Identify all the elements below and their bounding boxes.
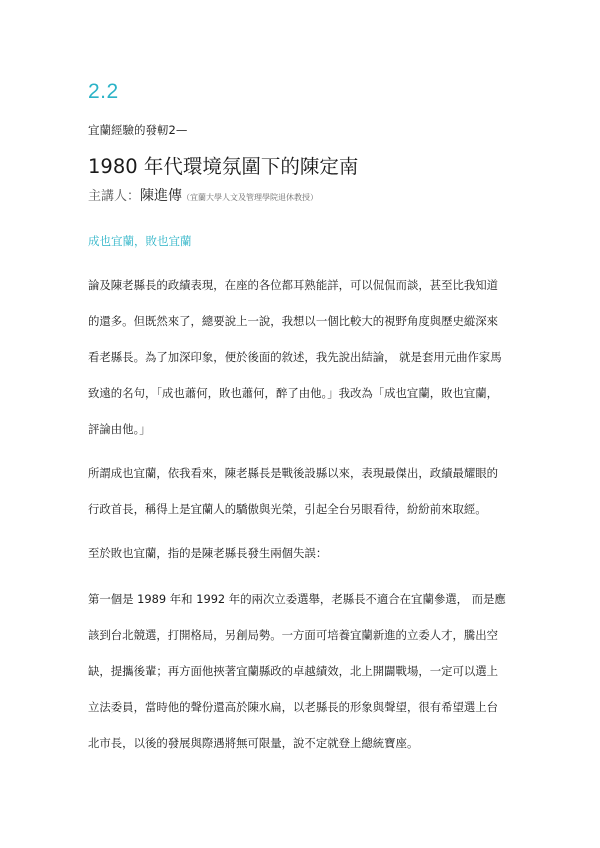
- paragraph-1-line: 的還多。但既然來了，總要說上一說，我想以一個比較大的視野角度與歷史縱深來: [88, 314, 499, 328]
- speaker-line: [88, 185, 318, 205]
- paragraph-2-line: 所謂成也宜蘭，依我看來，陳老縣長是戰後設縣以來，表現最傑出，政績最耀眼的: [88, 466, 499, 480]
- section-number: 2.2: [88, 80, 119, 103]
- paragraph-1-line: 看老縣長。為了加深印象，便於後面的敘述，我先說出結論， 就是套用元曲作家馬: [88, 350, 502, 364]
- paragraph-1-line: 評論由他。」: [88, 422, 151, 436]
- paragraph-4-line: 缺，提攜後輩；再方面他挾著宜蘭縣政的卓越績效，北上開闢戰場，一定可以選上: [88, 664, 499, 678]
- section-subheading: 成也宜蘭，敗也宜蘭: [88, 234, 192, 248]
- paragraph-2-line: 行政首長，稱得上是宜蘭人的驕傲與光榮，引起全台另眼看待，紛紛前來取經。: [88, 502, 487, 516]
- lecture-title: 1980 年代環境氛圍下的陳定南: [88, 155, 359, 178]
- speaker-label: 主講人：: [88, 189, 141, 204]
- paragraph-4-line: 立法委員，當時他的聲份還高於陳水扁，以老縣長的形象與聲望，很有希望選上台: [88, 700, 499, 714]
- paragraph-1-line: 論及陳老縣長的政績表現，在座的各位都耳熟能詳，可以侃侃而談，甚至比我知道: [88, 278, 499, 292]
- paragraph-3-line: 至於敗也宜蘭，指的是陳老縣長發生兩個失誤：: [88, 546, 328, 560]
- speaker-affiliation: （宜蘭大學人文及管理學院退休教授）: [182, 193, 319, 202]
- paragraph-1-line: 致遠的名句，「成也蕭何，敗也蕭何，醉了由他。」我改為「成也宜蘭，敗也宜蘭，: [88, 386, 499, 400]
- paragraph-4-line: 北市長，以後的發展與際遇將無可限量，說不定就登上總統寶座。: [88, 736, 419, 750]
- series-title: 宜蘭經驗的發軔2—: [88, 123, 188, 137]
- paragraph-4-line: 該到台北競選，打開格局，另創局勢。一方面可培養宜蘭新進的立委人才，騰出空: [88, 628, 499, 642]
- paragraph-4-line: 第一個是 1989 年和 1992 年的兩次立委選舉，老縣長不適合在宜蘭參選， 而是應: [88, 592, 506, 606]
- speaker-name: 陳進傳: [140, 188, 183, 204]
